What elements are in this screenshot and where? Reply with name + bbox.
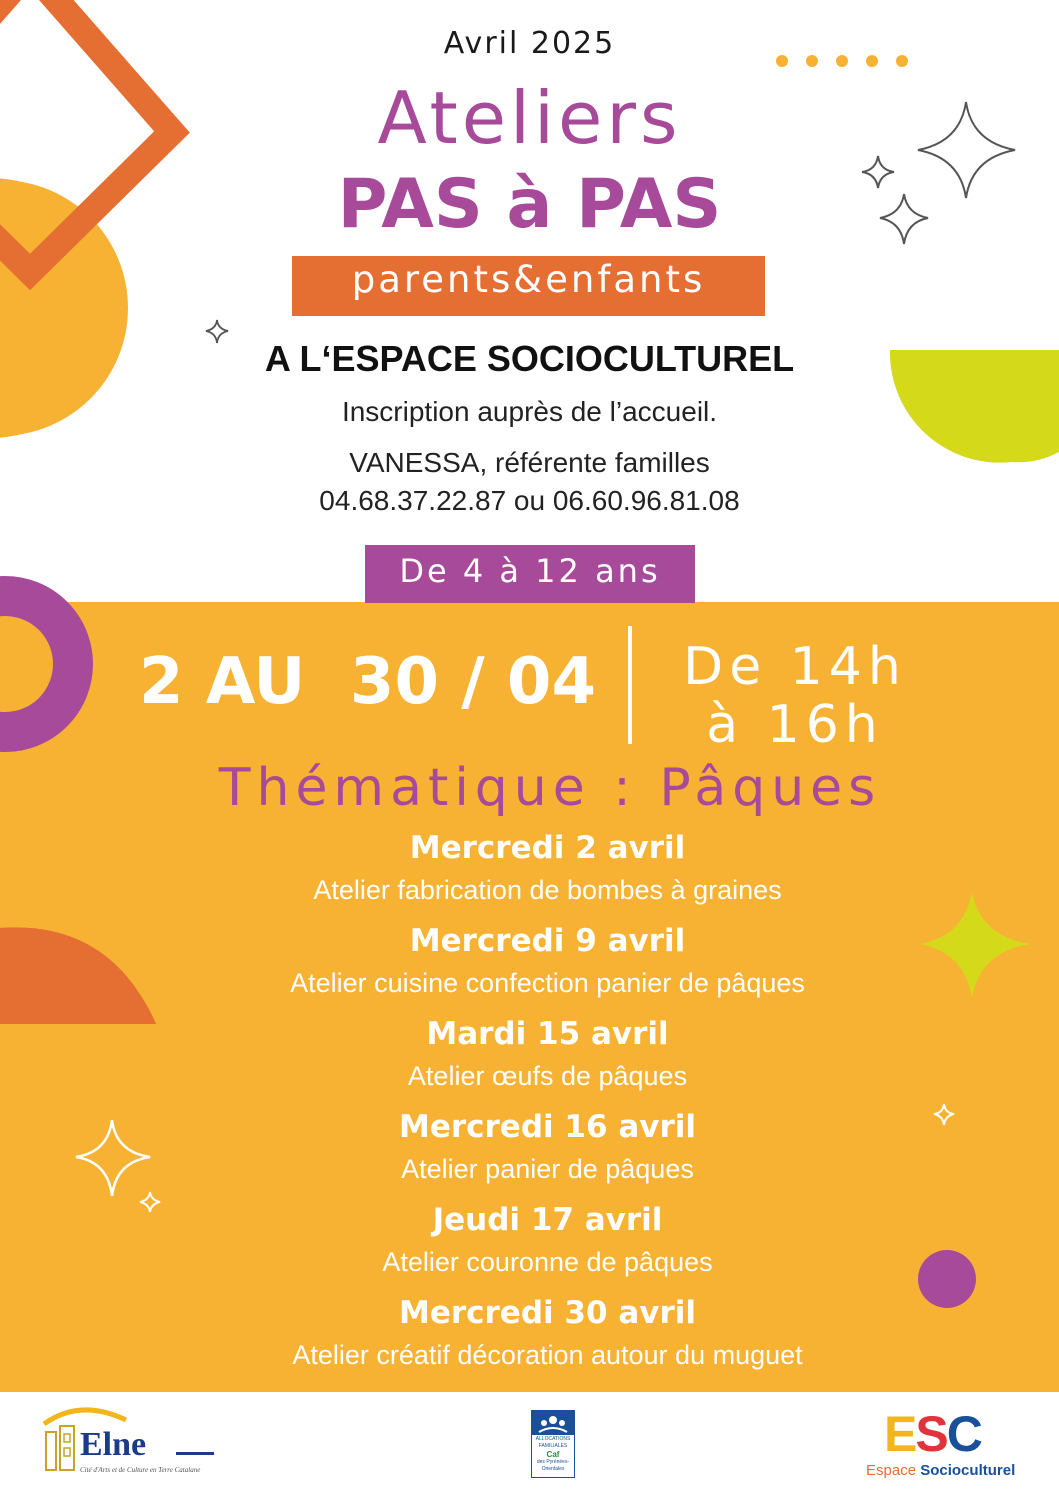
contact-phones: 04.68.37.22.87 ou 06.60.96.81.08 [319, 485, 740, 516]
session-item [0, 1198, 1059, 1291]
session-activity: Atelier cuisine confection panier de pâques [290, 968, 805, 998]
caf-logo [531, 1410, 575, 1478]
session-item [0, 1105, 1059, 1198]
session-day: Mercredi 16 avril [398, 1109, 697, 1145]
month-label: Avril 2025 [443, 26, 616, 61]
session-activity: Atelier couronne de pâques [382, 1247, 713, 1277]
session-day: Mercredi 9 avril [409, 923, 686, 959]
title-ateliers: Ateliers [377, 76, 682, 160]
contact-role: , référente familles [479, 447, 710, 478]
elne-tagline: Cité d'Arts et de Culture en Terre Catalane [80, 1466, 201, 1474]
elne-logo [40, 1402, 230, 1482]
session-activity: Atelier œufs de pâques [407, 1061, 688, 1091]
divider [628, 626, 632, 744]
esc-word-socioculturel: Socioculturel [920, 1462, 1016, 1479]
session-list [0, 826, 1059, 1384]
session-activity: Atelier panier de pâques [401, 1154, 694, 1184]
age-badge-label: De 4 à 12 ans [399, 552, 661, 590]
hours-end: à 16h [706, 695, 884, 755]
hours-start: De 14h [683, 637, 907, 697]
esc-logo-letter: S [915, 1406, 947, 1462]
esc-logo-mark [884, 1406, 981, 1462]
esc-logo-letters [884, 1406, 981, 1462]
esc-word-espace: Espace [866, 1462, 917, 1479]
session-item [0, 919, 1059, 1012]
session-item [0, 826, 1059, 919]
session-item [0, 1012, 1059, 1105]
session-item [0, 1291, 1059, 1384]
session-day: Mardi 15 avril [426, 1016, 669, 1052]
session-activity: Atelier créatif décoration autour du muguet [292, 1340, 803, 1370]
contact-line [0, 447, 1059, 479]
esc-logo [860, 1406, 1030, 1486]
esc-logo-caption [866, 1462, 1015, 1479]
contact-name: VANESSA [349, 447, 480, 478]
date-range: 2 AU 30 / 04 [139, 645, 596, 719]
inscription-text: Inscription auprès de l’accueil. [341, 396, 718, 427]
caf-family-icon [531, 1412, 575, 1434]
hours [660, 638, 930, 754]
elne-logo-text: Elne [80, 1426, 147, 1463]
session-activity: Atelier fabrication de bombes à graines [313, 875, 782, 905]
audience-label: parents&enfants [351, 258, 706, 301]
session-day: Mercredi 2 avril [409, 830, 686, 866]
session-day: Jeudi 17 avril [432, 1202, 663, 1238]
esc-logo-letter: E [884, 1406, 916, 1462]
venue-heading: A L‘ESPACE SOCIOCULTUREL [264, 338, 795, 379]
title-pas-a-pas: PAS à PAS [337, 165, 722, 244]
theme-heading: Thématique : Pâques [218, 758, 882, 818]
caf-logo-text: ALLOCATIONS FAMILIALES Caf des Pyrénées- Orientales [531, 1434, 575, 1478]
esc-logo-letter: C [946, 1406, 981, 1462]
session-day: Mercredi 30 avril [398, 1295, 697, 1331]
